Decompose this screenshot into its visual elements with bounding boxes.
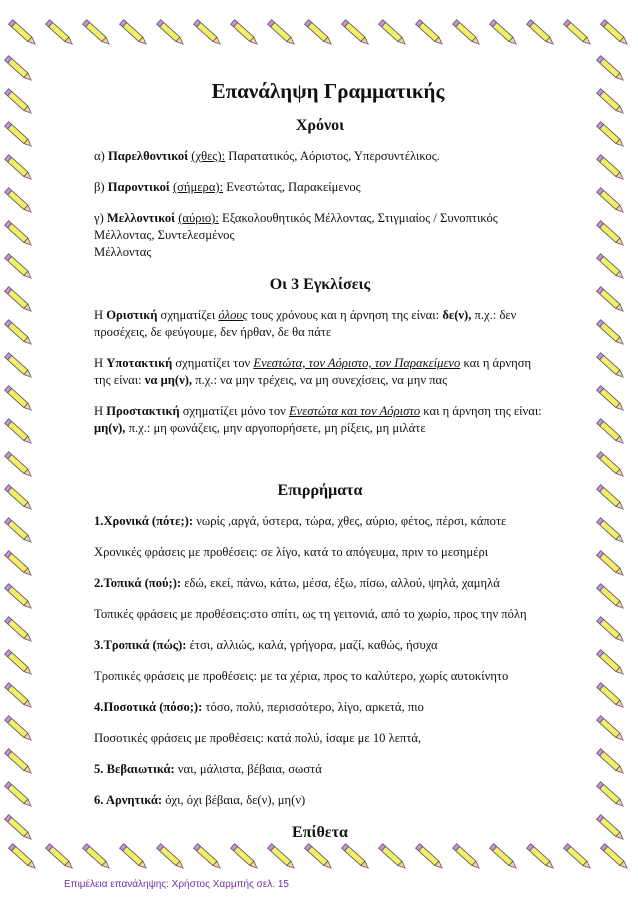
- text: σχηματίζει: [157, 308, 219, 322]
- pencil-icon: [597, 254, 626, 281]
- pencil-icon: [490, 20, 519, 47]
- pencil-icon: [305, 20, 334, 47]
- section-heading-tenses: Χρόνοι: [295, 117, 345, 134]
- pencil-icon: [157, 20, 186, 47]
- pencil-icon: [597, 617, 626, 644]
- pencil-icon: [597, 650, 626, 677]
- tense-time: (αύριο):: [178, 211, 219, 225]
- pencil-icon: [5, 221, 34, 248]
- tense-list: Ενεστώτας, Παρακείμενος: [223, 180, 361, 194]
- adverb-line: [94, 637, 546, 654]
- mood-negation: δε(ν),: [442, 308, 472, 322]
- pencil-icon: [5, 56, 34, 83]
- item-prefix: α): [94, 149, 108, 163]
- adverb-label: 1.Χρονικά (πότε;):: [94, 514, 194, 528]
- pencil-icon: [5, 782, 34, 809]
- pencil-icon: [597, 386, 626, 413]
- pencil-icon: [597, 188, 626, 215]
- section-heading-adjectives: Επίθετα: [292, 824, 348, 841]
- pencil-icon: [597, 518, 626, 545]
- mood-emphasis: Ενεστώτα, τον Αόριστο, τον Παρακείμενο: [253, 356, 461, 370]
- pencil-icon: [597, 551, 626, 578]
- pencil-icon: [597, 452, 626, 479]
- mood-name: Υποτακτική: [106, 356, 173, 370]
- pencil-icon: [597, 221, 626, 248]
- tense-name: Μελλοντικοί: [106, 211, 176, 225]
- adverb-line: [94, 544, 546, 561]
- pencil-icon: [597, 122, 626, 149]
- pencil-icon: [597, 584, 626, 611]
- pencil-icon: [379, 20, 408, 47]
- pencil-icon: [564, 20, 593, 47]
- tense-item-past: [94, 148, 546, 165]
- pencil-icon: [564, 844, 593, 871]
- adverb-text: τόσο, πολύ, περισσότερο, λίγο, αρκετά, πιο: [202, 700, 424, 714]
- pencil-icon: [597, 683, 626, 710]
- pencil-icon: [601, 20, 630, 47]
- adverb-line: [94, 730, 546, 747]
- text: π.χ.: να μην τρέχεις, να μη συνεχίσεις, να μην πας: [192, 373, 448, 387]
- adverb-text: ναι, μάλιστα, βέβαια, σωστά: [174, 762, 322, 776]
- pencil-icon: [5, 89, 34, 116]
- pencil-icon: [597, 287, 626, 314]
- adverb-line: [94, 668, 546, 685]
- pencil-icon: [5, 188, 34, 215]
- tense-name: Παροντικοί: [107, 180, 170, 194]
- pencil-icon: [597, 419, 626, 446]
- mood-name: Προστακτική: [106, 404, 180, 418]
- adverb-label: 2.Τοπικά (πού;):: [94, 576, 182, 590]
- pencil-icon: [194, 20, 223, 47]
- mood-negation: μη(ν),: [94, 421, 126, 435]
- adverb-text: Χρονικές φράσεις με προθέσεις: σε λίγο, κατά το απόγευμα, πριν το μεσημέρι: [94, 545, 489, 559]
- adverb-label: 3.Τροπικά (πώς):: [94, 638, 187, 652]
- footer-credit: Επιμέλεια επανάληψης: Χρήστος Χαρμπής σελ. 15: [64, 879, 289, 890]
- adverb-text: όχι, όχι βέβαια, δε(ν), μη(ν): [162, 793, 306, 807]
- item-prefix: γ): [94, 211, 107, 225]
- pencil-icon: [597, 716, 626, 743]
- item-prefix: β): [94, 180, 108, 194]
- adverb-text: νωρίς ,αργά, ύστερα, τώρα, χθες, αύριο, φέτος, πέρσι, κάποτε: [193, 514, 507, 528]
- mood-imperative: [94, 403, 546, 437]
- text: Η: [94, 308, 107, 322]
- pencil-icon: [597, 749, 626, 776]
- pencil-icon: [5, 452, 34, 479]
- pencil-icon: [453, 20, 482, 47]
- tense-time: (χθες):: [191, 149, 226, 163]
- pencil-icon: [527, 20, 556, 47]
- pencil-icon: [9, 20, 38, 47]
- pencil-icon: [5, 584, 34, 611]
- pencil-icon: [46, 20, 75, 47]
- text: Η: [94, 404, 107, 418]
- adverb-list: [94, 513, 546, 809]
- pencil-icon: [83, 20, 112, 47]
- adverb-line: [94, 761, 546, 778]
- adverb-line: [94, 513, 546, 530]
- pencil-icon: [597, 353, 626, 380]
- tense-time: (σήμερα):: [172, 180, 224, 194]
- tense-name: Παρελθοντικοί: [107, 149, 189, 163]
- text: τους χρόνους και η άρνηση της είναι:: [247, 308, 443, 322]
- text: π.χ.: μη φωνάζεις, μην αργοπορήσετε, μη ρίξεις, μη μιλάτε: [125, 421, 426, 435]
- tense-list: Εξακολουθητικός Μέλλοντας, Στιγμιαίος / Συνοπτικός Μέλλοντας, Συντελεσμένος: [94, 211, 498, 242]
- adverb-line: [94, 792, 546, 809]
- adverb-text: Τοπικές φράσεις με προθέσεις:στο σπίτι, ως τη γειτονιά, από το χωρίο, προς την πόλη: [94, 607, 527, 621]
- section-heading-adverbs: Επιρρήματα: [277, 482, 363, 499]
- page-content: [94, 78, 546, 855]
- pencil-icon: [5, 749, 34, 776]
- pencil-icon: [5, 320, 34, 347]
- pencil-icon: [597, 815, 626, 842]
- tense-list: Παρατατικός, Αόριστος, Υπερσυντέλικος.: [225, 149, 440, 163]
- pencil-icon: [597, 782, 626, 809]
- adverb-label: 4.Ποσοτικά (πόσο;):: [94, 700, 203, 714]
- pencil-icon: [597, 485, 626, 512]
- pencil-icon: [5, 386, 34, 413]
- text: και η άρνηση της είναι:: [94, 356, 532, 387]
- pencil-icon: [5, 617, 34, 644]
- mood-emphasis: Ενεστώτα και τον Αόριστο: [288, 404, 421, 418]
- section-heading-moods: Οι 3 Εγκλίσεις: [269, 276, 371, 293]
- pencil-icon: [597, 320, 626, 347]
- pencil-icon: [5, 254, 34, 281]
- text: σχηματίζει μόνο τον: [179, 404, 289, 418]
- pencil-icon: [5, 485, 34, 512]
- pencil-icon: [597, 56, 626, 83]
- pencil-icon: [46, 844, 75, 871]
- adverb-text: Ποσοτικές φράσεις με προθέσεις: κατά πολύ, ίσαμε με 10 λεπτά,: [94, 731, 422, 745]
- adverb-label: 6. Αρνητικά:: [94, 793, 163, 807]
- tense-item-future: [94, 210, 546, 261]
- adverb-text: έτσι, αλλιώς, καλά, γρήγορα, μαζί, καθώς, ήσυχα: [186, 638, 438, 652]
- adverb-text: εδώ, εκεί, πάνω, κάτω, μέσα, έξω, πίσω, αλλού, ψηλά, χαμηλά: [181, 576, 500, 590]
- pencil-icon: [5, 287, 34, 314]
- pencil-icon: [601, 844, 630, 871]
- text: Η: [94, 356, 107, 370]
- mood-emphasis: όλους: [218, 308, 248, 322]
- text: π.χ.: δεν προσέχεις, δε φεύγουμε, δεν ήρθαν, δε θα πάτε: [94, 308, 517, 339]
- text: σχηματίζει τον: [172, 356, 254, 370]
- adverb-label: 5. Βεβαιωτικά:: [94, 762, 175, 776]
- pencil-icon: [416, 20, 445, 47]
- mood-indicative: [94, 307, 546, 341]
- pencil-icon: [5, 518, 34, 545]
- pencil-icon: [5, 122, 34, 149]
- page-title: Επανάληψη Γραμματικής: [211, 79, 445, 103]
- tense-list-tail: Μέλλοντας: [94, 245, 152, 259]
- pencil-icon: [5, 815, 34, 842]
- tense-item-present: [94, 179, 546, 196]
- mood-name: Οριστική: [106, 308, 158, 322]
- pencil-icon: [5, 419, 34, 446]
- adverb-line: [94, 606, 546, 623]
- mood-negation: να μη(ν),: [144, 373, 193, 387]
- pencil-icon: [5, 353, 34, 380]
- adverb-line: [94, 699, 546, 716]
- pencil-icon: [597, 89, 626, 116]
- adverb-text: Τροπικές φράσεις με προθέσεις: με τα χέρια, προς το καλύτερο, χωρίς αυτοκίνητο: [94, 669, 509, 683]
- pencil-icon: [9, 844, 38, 871]
- pencil-icon: [5, 716, 34, 743]
- pencil-icon: [268, 20, 297, 47]
- text: και η άρνηση της είναι:: [420, 404, 542, 418]
- adverb-line: [94, 575, 546, 592]
- pencil-icon: [120, 20, 149, 47]
- mood-subjunctive: [94, 355, 546, 389]
- pencil-icon: [231, 20, 260, 47]
- pencil-icon: [597, 155, 626, 182]
- pencil-icon: [5, 650, 34, 677]
- pencil-icon: [5, 551, 34, 578]
- pencil-icon: [5, 155, 34, 182]
- pencil-icon: [342, 20, 371, 47]
- pencil-icon: [5, 683, 34, 710]
